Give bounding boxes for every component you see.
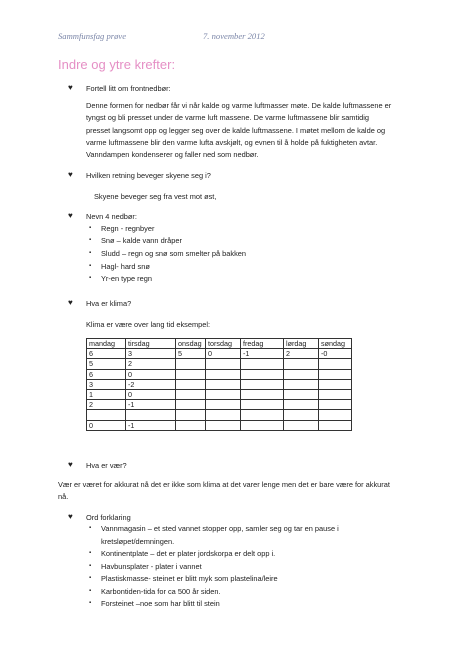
table-cell — [87, 410, 126, 420]
table-row — [87, 359, 352, 369]
table-cell — [241, 389, 284, 399]
table-cell — [319, 400, 352, 410]
table-cell: 2 — [126, 359, 176, 369]
table-cell — [319, 389, 352, 399]
answer-line: Vanndampen kondenserer og faller ned som nedbør. — [86, 150, 259, 160]
answer-line: tyngst og bli presset under de varme luft massene. De varme luftmassene blir samtidig — [86, 113, 370, 123]
table-cell: 1 — [87, 389, 126, 399]
square-bullet-icon: ▪ — [89, 237, 92, 243]
table-cell: 6 — [87, 369, 126, 379]
table-row — [87, 400, 352, 410]
table-cell — [319, 369, 352, 379]
table-cell: 6 — [87, 349, 126, 359]
table-cell — [319, 420, 352, 430]
list-item: Sludd – regn og snø som smelter på bakken — [101, 249, 247, 258]
question-nedbor: Nevn 4 nedbør: — [86, 212, 137, 221]
question-vaer: Hva er vær? — [86, 461, 127, 470]
header-date: 7. november 2012 — [203, 31, 265, 41]
table-header-cell: lørdag — [284, 339, 319, 349]
answer-line: varme luftmassene blir den varme lufta avskjølt, og evnen til å holde på fuktigheten avtar. — [86, 137, 378, 147]
table-cell: -1 — [241, 349, 284, 359]
square-bullet-icon: ▪ — [89, 575, 92, 581]
list-item: Snø – kalde vann dråper — [101, 236, 182, 245]
table-cell — [241, 359, 284, 369]
list-item: Karbontiden-tida for ca 500 år siden. — [101, 587, 221, 596]
table-cell — [206, 359, 241, 369]
table-cell — [241, 420, 284, 430]
table-cell — [284, 359, 319, 369]
table-cell — [206, 400, 241, 410]
table-cell — [284, 410, 319, 420]
table-cell — [284, 379, 319, 389]
table-cell — [176, 369, 206, 379]
table-cell: 2 — [284, 349, 319, 359]
answer-vaer — [58, 479, 390, 504]
table-header-row — [87, 339, 352, 349]
list-item-continuation: kretsløpet/demningen. — [101, 537, 175, 546]
table-cell: -2 — [126, 379, 176, 389]
table-cell — [176, 420, 206, 430]
table-cell: -1 — [126, 400, 176, 410]
square-bullet-icon: ▪ — [89, 525, 92, 531]
square-bullet-icon: ▪ — [89, 225, 92, 231]
table-cell — [319, 379, 352, 389]
table-cell — [176, 410, 206, 420]
answer-line: Denne formen for nedbør får vi når kalde og varme luftmasser møte. De kalde luftmassene er — [86, 101, 392, 110]
table-cell — [319, 410, 352, 420]
heart-bullet-icon: ♥ — [68, 83, 73, 92]
answer-line: presset langsomt opp og legger seg over de kalde luftmassene. I møtet mellom de kalde og — [86, 125, 386, 135]
table-cell — [241, 369, 284, 379]
table-cell — [206, 379, 241, 389]
table-cell: 3 — [87, 379, 126, 389]
list-item: Forsteinet –noe som har blitt til stein — [101, 599, 220, 608]
question-klima: Hva er klima? — [86, 299, 132, 308]
table-cell: -0 — [319, 349, 352, 359]
table-header-cell: onsdag — [176, 339, 206, 349]
table-header-cell: torsdag — [206, 339, 241, 349]
table-row — [87, 369, 352, 379]
heart-bullet-icon: ♥ — [68, 512, 73, 521]
table-cell — [176, 400, 206, 410]
list-item: Hagl- hard snø — [101, 262, 150, 271]
table-cell — [206, 369, 241, 379]
table-cell — [206, 410, 241, 420]
list-item: Regn - regnbyer — [101, 224, 155, 233]
table-cell: 0 — [126, 389, 176, 399]
table-cell — [284, 420, 319, 430]
page-title: Indre og ytre krefter: — [58, 57, 176, 72]
table-cell — [176, 389, 206, 399]
table-cell — [284, 400, 319, 410]
square-bullet-icon: ▪ — [89, 563, 92, 569]
table-row — [87, 420, 352, 430]
answer-line: Vær er været for akkurat nå det er ikke som klima at det varer lenge men det er bare være for akkurat — [58, 480, 390, 489]
table-cell — [126, 410, 176, 420]
table-cell: 0 — [206, 349, 241, 359]
heart-bullet-icon: ♥ — [68, 298, 73, 307]
table-cell — [176, 359, 206, 369]
list-item: Kontinentplate – det er plater jordskorpa er delt opp i. — [101, 549, 276, 558]
table-cell — [206, 420, 241, 430]
table-header-cell: fredag — [241, 339, 284, 349]
heart-bullet-icon: ♥ — [68, 211, 73, 220]
square-bullet-icon: ▪ — [89, 263, 92, 269]
table-cell — [284, 389, 319, 399]
answer-klima: Klima er være over lang tid eksempel: — [86, 320, 211, 329]
square-bullet-icon: ▪ — [89, 600, 92, 606]
header-subject: Sammfunsfag prøve — [58, 31, 127, 41]
table-cell: 0 — [87, 420, 126, 430]
table-row — [87, 410, 352, 420]
table-header-cell: søndag — [319, 339, 352, 349]
table-row — [87, 349, 352, 359]
weather-table — [86, 338, 352, 431]
table-cell: 0 — [126, 369, 176, 379]
list-item: Yr-en type regn — [101, 274, 152, 283]
table-cell: 2 — [87, 400, 126, 410]
list-item: Vannmagasin – et sted vannet stopper opp, samler seg og tar en pause i — [101, 524, 339, 533]
table-cell — [284, 369, 319, 379]
heart-bullet-icon: ♥ — [68, 460, 73, 469]
question-skyene: Hvilken retning beveger skyene seg i? — [86, 171, 211, 180]
list-item: Plastiskmasse- steinet er blitt myk som plastelina/leire — [101, 574, 278, 583]
table-cell — [241, 379, 284, 389]
table-cell — [241, 410, 284, 420]
table-cell — [206, 389, 241, 399]
square-bullet-icon: ▪ — [89, 250, 92, 256]
table-row — [87, 379, 352, 389]
table-cell: 5 — [176, 349, 206, 359]
table-header-cell: mandag — [87, 339, 126, 349]
table-row — [87, 389, 352, 399]
table-cell — [241, 400, 284, 410]
table-cell — [176, 379, 206, 389]
table-cell: 5 — [87, 359, 126, 369]
answer-skyene: Skyene beveger seg fra vest mot øst, — [94, 192, 217, 201]
table-header-cell: tirsdag — [126, 339, 176, 349]
square-bullet-icon: ▪ — [89, 588, 92, 594]
table-cell: 3 — [126, 349, 176, 359]
question-ordforklaring: Ord forklaring — [86, 513, 131, 522]
table-cell: -1 — [126, 420, 176, 430]
heart-bullet-icon: ♥ — [68, 170, 73, 179]
answer-line: nå. — [58, 492, 69, 502]
list-item: Havbunsplater - plater i vannet — [101, 562, 202, 571]
square-bullet-icon: ▪ — [89, 550, 92, 556]
question-frontnedbor: Fortell litt om frontnedbør: — [86, 84, 171, 93]
square-bullet-icon: ▪ — [89, 275, 92, 281]
table-cell — [319, 359, 352, 369]
answer-frontnedbor — [86, 100, 391, 161]
